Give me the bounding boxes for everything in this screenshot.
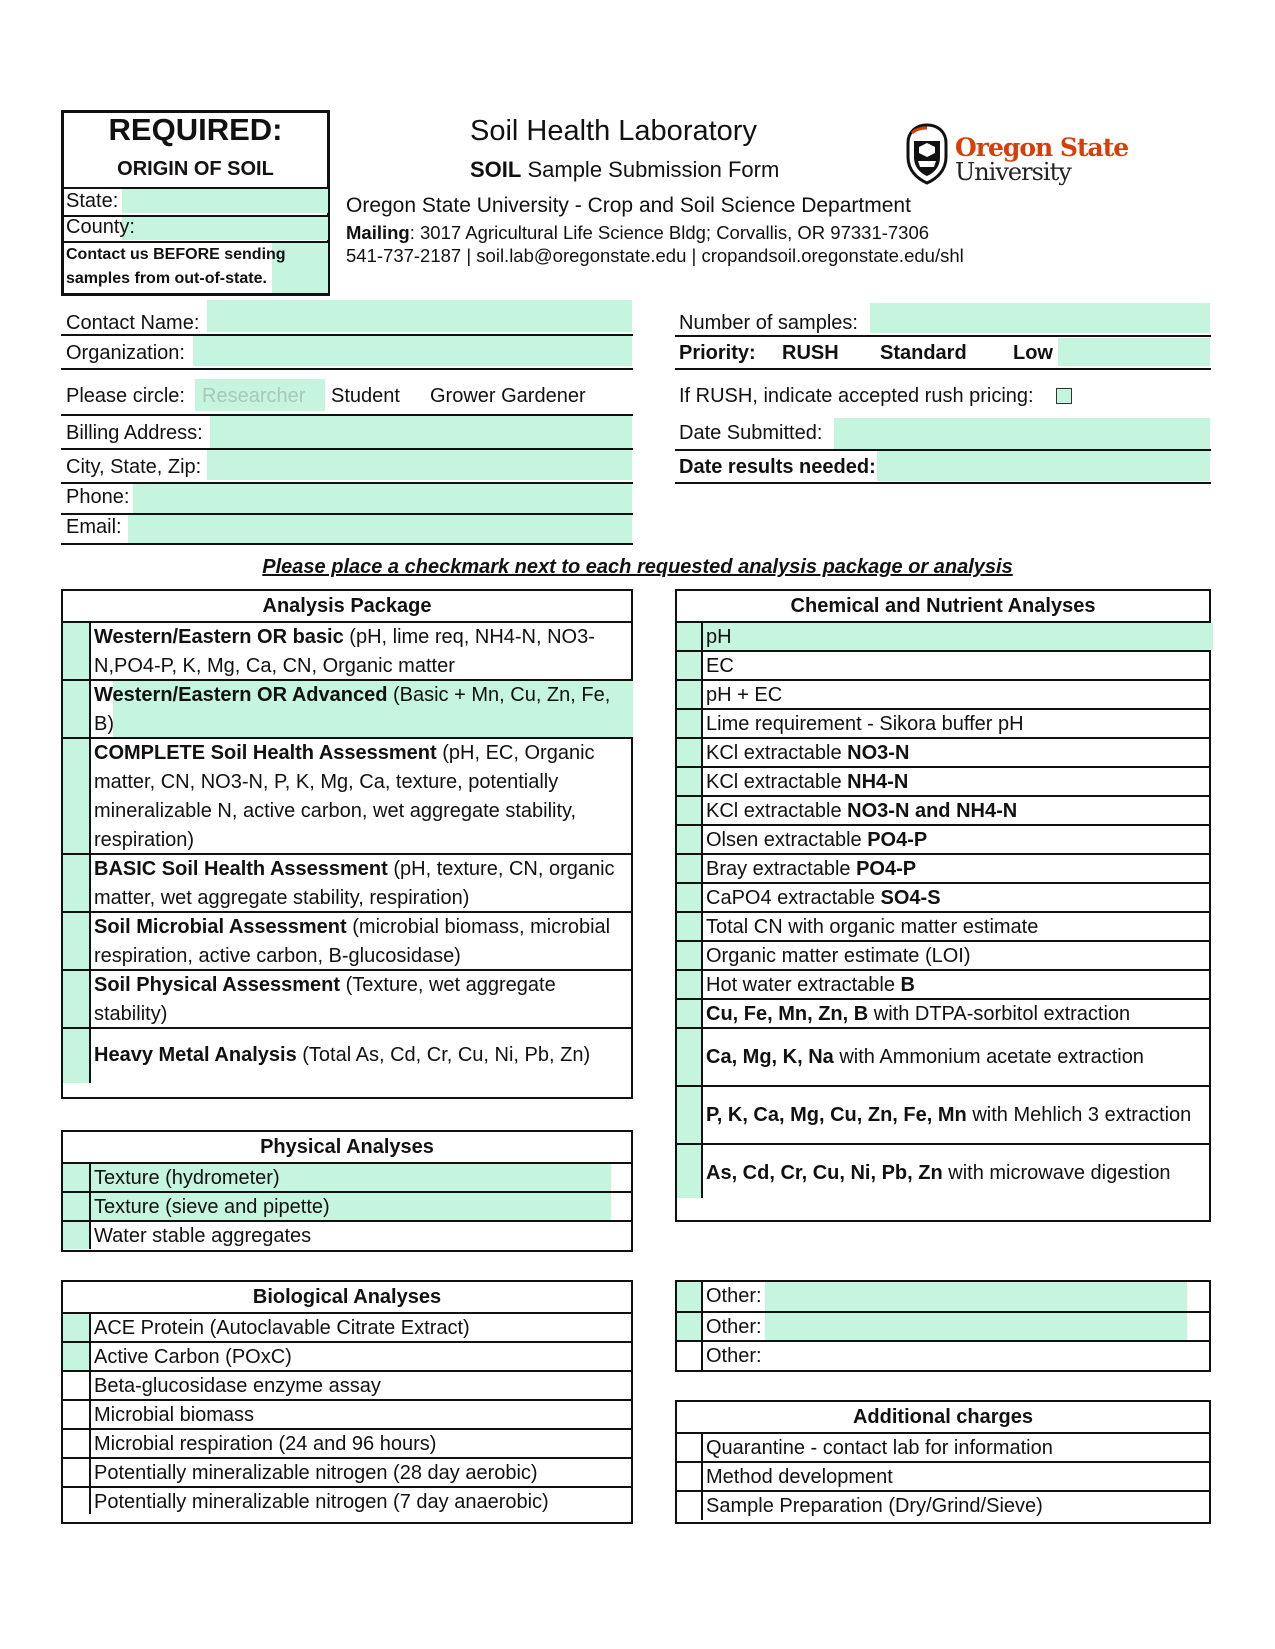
state-label: State:	[66, 190, 119, 212]
package-name: Soil Physical Assessment	[94, 974, 341, 996]
biological-checkbox[interactable]	[63, 1372, 91, 1399]
additional-charges-title: Additional charges	[852, 1406, 1034, 1428]
divider	[675, 335, 1211, 337]
grower-gardener-option[interactable]: Grower Gardener	[430, 385, 586, 407]
instruction-text: Please place a checkmark next to each requested analysis package or analysis	[262, 556, 1013, 578]
package-detail: (Texture, wet aggregate	[340, 974, 556, 996]
chemical-row	[677, 650, 1209, 679]
contact-info: 541-737-2187 | soil.lab@oregonstate.edu | cropandsoil.oregonstate.edu/shl	[346, 245, 964, 266]
package-detail: B)	[94, 713, 114, 735]
physical-checkbox[interactable]	[63, 1193, 91, 1220]
additional-row	[677, 1490, 1209, 1520]
package-row	[63, 1027, 631, 1083]
date-results-field[interactable]	[877, 451, 1210, 481]
required-title: REQUIRED:	[108, 112, 283, 147]
package-row	[63, 969, 631, 1027]
package-detail: (Total As, Cd, Cr, Cu, Ni, Pb, Zn)	[296, 1044, 591, 1066]
organization-field[interactable]	[193, 336, 632, 366]
biological-row	[63, 1428, 631, 1457]
chemical-label	[706, 971, 1205, 1000]
biological-analyses-table	[61, 1280, 633, 1524]
origin-of-soil-subtitle: ORIGIN OF SOIL	[117, 158, 274, 180]
chemical-text: KCl extractable	[706, 742, 848, 764]
package-name: Western/Eastern OR basic	[94, 626, 344, 648]
package-row	[63, 621, 631, 679]
chemical-label	[706, 1159, 1205, 1188]
chemical-checkbox[interactable]	[677, 739, 703, 766]
additional-text: Method development	[706, 1466, 893, 1488]
chemical-analyte: NH4-N	[847, 771, 909, 793]
county-field[interactable]	[122, 217, 328, 240]
email-field[interactable]	[128, 515, 632, 543]
chemical-text: EC	[706, 655, 734, 677]
chemical-label	[706, 855, 1205, 884]
package-detail: N,PO4-P, K, Mg, Ca, CN, Organic matter	[94, 655, 455, 677]
state-field[interactable]	[122, 189, 328, 213]
additional-charges-table	[675, 1400, 1211, 1524]
biological-row	[63, 1457, 631, 1486]
other-label	[706, 1342, 1205, 1371]
additional-checkbox[interactable]	[677, 1463, 703, 1490]
package-description	[94, 739, 627, 855]
physical-label	[94, 1193, 627, 1222]
chemical-text: Hot water extractable	[706, 974, 901, 996]
other-checkbox[interactable]	[677, 1282, 703, 1311]
package-checkbox[interactable]	[63, 739, 91, 853]
date-submitted-label: Date Submitted:	[679, 422, 823, 444]
divider	[61, 543, 633, 545]
divider	[675, 368, 1211, 370]
chemical-row	[677, 998, 1209, 1027]
package-line	[94, 681, 627, 710]
biological-label	[94, 1401, 627, 1430]
other-label	[706, 1313, 1205, 1342]
package-detail: stability)	[94, 1003, 168, 1025]
package-detail: respiration)	[94, 829, 195, 851]
additional-label	[706, 1434, 1205, 1463]
chemical-nutrient-table	[675, 589, 1211, 1222]
chemical-label	[706, 884, 1205, 913]
biological-text: Potentially mineralizable nitrogen (7 day anaerobic)	[94, 1491, 549, 1513]
city-state-zip-field[interactable]	[207, 450, 632, 480]
analysis-package-title: Analysis Package	[262, 595, 432, 617]
additional-label	[706, 1492, 1205, 1521]
other-text: Other:	[706, 1316, 762, 1338]
other-checkbox[interactable]	[677, 1342, 703, 1370]
chemical-row	[677, 824, 1209, 853]
package-name: Western/Eastern OR Advanced	[94, 684, 388, 706]
package-description	[94, 623, 627, 681]
billing-address-field[interactable]	[210, 416, 632, 448]
chemical-checkbox[interactable]	[677, 942, 703, 969]
chemical-checkbox[interactable]	[677, 855, 703, 882]
chemical-row	[677, 940, 1209, 969]
chemical-row	[677, 1085, 1209, 1143]
mailing-address: Mailing: 3017 Agricultural Life Science Bldg; Corvallis, OR 97331-7306	[346, 222, 930, 243]
chemical-checkbox[interactable]	[677, 681, 703, 708]
package-name: Heavy Metal Analysis	[94, 1044, 297, 1066]
chemical-text: Olsen extractable	[706, 829, 868, 851]
chemical-label	[706, 710, 1205, 739]
biological-row	[63, 1399, 631, 1428]
county-label: County:	[66, 216, 135, 238]
biological-text: ACE Protein (Autoclavable Citrate Extract)	[94, 1317, 470, 1339]
chemical-label	[706, 1043, 1205, 1072]
package-line	[94, 1041, 627, 1070]
chemical-checkbox[interactable]	[677, 797, 703, 824]
chemical-analyte: Ca, Mg, K, Na	[706, 1046, 834, 1068]
logo-text: Oregon State	[955, 133, 1129, 162]
form-title: SOIL Sample Submission Form	[470, 157, 780, 182]
chemical-method: with microwave digestion	[942, 1162, 1171, 1184]
date-submitted-field[interactable]	[834, 418, 1210, 449]
biological-checkbox[interactable]	[63, 1343, 91, 1370]
package-row	[63, 737, 631, 853]
chemical-label	[706, 913, 1205, 942]
billing-address-label: Billing Address:	[66, 422, 203, 444]
package-detail: respiration, active carbon, B-glucosidase)	[94, 945, 461, 967]
chemical-analyte: P, K, Ca, Mg, Cu, Zn, Fe, Mn	[706, 1104, 967, 1126]
chemical-text: Organic matter estimate (LOI)	[706, 945, 971, 967]
other-text: Other:	[706, 1345, 762, 1367]
biological-checkbox[interactable]	[63, 1430, 91, 1457]
physical-label	[94, 1222, 627, 1251]
chemical-checkbox[interactable]	[677, 913, 703, 940]
package-name: Soil Microbial Assessment	[94, 916, 347, 938]
biological-checkbox[interactable]	[63, 1459, 91, 1486]
physical-label	[94, 1164, 627, 1193]
package-line	[94, 739, 627, 768]
chemical-row	[677, 708, 1209, 737]
package-name: COMPLETE Soil Health Assessment	[94, 742, 437, 764]
organization-label: Organization:	[66, 342, 185, 364]
other-row	[677, 1282, 1209, 1311]
package-line	[94, 913, 627, 942]
priority-field[interactable]	[1058, 338, 1210, 366]
chemical-analyte: NO3-N	[847, 742, 910, 764]
contact-name-label: Contact Name:	[66, 312, 200, 334]
physical-row	[63, 1191, 631, 1220]
chemical-label	[706, 681, 1205, 710]
chemical-checkbox[interactable]	[677, 652, 703, 679]
chemical-label	[706, 739, 1205, 768]
biological-checkbox[interactable]	[63, 1314, 91, 1341]
chemical-row	[677, 969, 1209, 998]
package-checkbox[interactable]	[63, 855, 91, 911]
biological-text: Active Carbon (POxC)	[94, 1346, 292, 1368]
package-checkbox[interactable]	[63, 971, 91, 1027]
date-results-label: Date results needed:	[679, 456, 876, 478]
additional-checkbox[interactable]	[677, 1434, 703, 1461]
package-line	[94, 855, 627, 884]
rush-pricing-checkbox[interactable]	[1056, 388, 1072, 404]
chemical-analyte: PO4-P	[867, 829, 928, 851]
chemical-analyte: NO3-N and NH4-N	[847, 800, 1018, 822]
chemical-row	[677, 679, 1209, 708]
priority-standard-option[interactable]: Standard	[880, 342, 967, 364]
chemical-nutrient-title: Chemical and Nutrient Analyses	[790, 595, 1096, 617]
priority-label: Priority:	[679, 342, 756, 364]
out-of-state-note: samples from out-of-state.	[66, 270, 267, 287]
physical-text: Texture (sieve and pipette)	[94, 1196, 330, 1218]
chemical-analyte: B	[900, 974, 915, 996]
other-checkbox[interactable]	[677, 1313, 703, 1340]
priority-rush-option[interactable]: RUSH	[782, 342, 839, 364]
physical-text: Water stable aggregates	[94, 1225, 312, 1247]
package-line	[94, 623, 627, 652]
student-option[interactable]: Student	[331, 385, 400, 407]
package-checkbox[interactable]	[63, 913, 91, 969]
number-of-samples-field[interactable]	[870, 303, 1210, 333]
analysis-package-table	[61, 589, 633, 1099]
chemical-checkbox[interactable]	[677, 826, 703, 853]
divider	[675, 482, 1211, 484]
chemical-analyte: As, Cd, Cr, Cu, Ni, Pb, Zn	[706, 1162, 943, 1184]
chemical-method: with Mehlich 3 extraction	[966, 1104, 1192, 1126]
divider	[61, 368, 633, 370]
physical-analyses-table	[61, 1130, 633, 1252]
chemical-row	[677, 766, 1209, 795]
chemical-label	[706, 942, 1205, 971]
biological-label	[94, 1372, 627, 1401]
biological-label	[94, 1430, 627, 1459]
other-row	[677, 1311, 1209, 1340]
package-checkbox[interactable]	[63, 681, 91, 737]
package-description	[94, 971, 627, 1029]
package-checkbox[interactable]	[63, 1029, 91, 1083]
biological-label	[94, 1459, 627, 1488]
biological-checkbox[interactable]	[63, 1401, 91, 1428]
contact-name-field[interactable]	[207, 300, 632, 332]
chemical-row	[677, 795, 1209, 824]
package-description	[94, 681, 627, 739]
biological-label	[94, 1488, 627, 1517]
chemical-row	[677, 1143, 1209, 1198]
chemical-label	[706, 1000, 1205, 1029]
chemical-checkbox[interactable]	[677, 1000, 703, 1027]
department-line: Oregon State University - Crop and Soil Science Department	[346, 194, 911, 217]
phone-field[interactable]	[133, 484, 632, 514]
other-text: Other:	[706, 1285, 762, 1307]
biological-row	[63, 1341, 631, 1370]
chemical-analyte: SO4-S	[880, 887, 941, 909]
other-analyses-table	[675, 1280, 1211, 1372]
chemical-label	[706, 623, 1205, 652]
package-checkbox[interactable]	[63, 623, 91, 679]
biological-row	[63, 1486, 631, 1514]
additional-row	[677, 1461, 1209, 1490]
chemical-row	[677, 853, 1209, 882]
package-detail: (pH, texture, CN, organic	[387, 858, 615, 880]
chemical-checkbox[interactable]	[677, 1029, 703, 1085]
osu-seal-icon	[904, 123, 950, 185]
additional-text: Quarantine - contact lab for information	[706, 1437, 1053, 1459]
package-detail: (pH, EC, Organic	[436, 742, 595, 764]
chemical-method: with DTPA-sorbitol extraction	[868, 1003, 1131, 1025]
package-description	[94, 855, 627, 913]
additional-text: Sample Preparation (Dry/Grind/Sieve)	[706, 1495, 1043, 1517]
chemical-row	[677, 1027, 1209, 1085]
biological-label	[94, 1314, 627, 1343]
chemical-text: CaPO4 extractable	[706, 887, 881, 909]
chemical-label	[706, 768, 1205, 797]
researcher-option[interactable]: Researcher	[202, 385, 306, 407]
physical-text: Texture (hydrometer)	[94, 1167, 280, 1189]
additional-checkbox[interactable]	[677, 1492, 703, 1520]
chemical-checkbox[interactable]	[677, 710, 703, 737]
biological-text: Potentially mineralizable nitrogen (28 day aerobic)	[94, 1462, 538, 1484]
physical-checkbox[interactable]	[63, 1222, 91, 1249]
chemical-checkbox[interactable]	[677, 1087, 703, 1143]
city-state-zip-label: City, State, Zip:	[66, 456, 202, 478]
biological-analyses-title: Biological Analyses	[252, 1286, 442, 1308]
number-of-samples-label: Number of samples:	[679, 312, 858, 334]
chemical-text: pH	[706, 626, 732, 648]
chemical-analyte: PO4-P	[856, 858, 917, 880]
biological-text: Microbial respiration (24 and 96 hours)	[94, 1433, 437, 1455]
biological-checkbox[interactable]	[63, 1488, 91, 1514]
chemical-method: with Ammonium acetate extraction	[833, 1046, 1144, 1068]
please-circle-label: Please circle:	[66, 385, 185, 407]
chemical-text: Total CN with organic matter estimate	[706, 916, 1039, 938]
chemical-text: Bray extractable	[706, 858, 857, 880]
lab-title: Soil Health Laboratory	[470, 115, 757, 147]
chemical-label	[706, 1101, 1205, 1130]
physical-row	[63, 1220, 631, 1249]
package-description	[94, 1041, 627, 1070]
physical-row	[63, 1162, 631, 1191]
package-description	[94, 913, 627, 971]
package-detail: matter, CN, NO3-N, P, K, Mg, Ca, texture, potentially	[94, 771, 559, 793]
chemical-analyte: Cu, Fe, Mn, Zn, B	[706, 1003, 869, 1025]
physical-checkbox[interactable]	[63, 1164, 91, 1191]
phone-label: Phone:	[66, 486, 130, 508]
out-of-state-note: Contact us BEFORE sending	[66, 246, 286, 263]
package-row	[63, 853, 631, 911]
chemical-checkbox[interactable]	[677, 884, 703, 911]
chemical-text: KCl extractable	[706, 800, 848, 822]
physical-analyses-title: Physical Analyses	[260, 1136, 434, 1158]
chemical-label	[706, 652, 1205, 681]
chemical-checkbox[interactable]	[677, 623, 703, 650]
chemical-checkbox[interactable]	[677, 1145, 703, 1198]
biological-row	[63, 1370, 631, 1399]
chemical-checkbox[interactable]	[677, 768, 703, 795]
biological-row	[63, 1312, 631, 1341]
package-row	[63, 911, 631, 969]
chemical-text: KCl extractable	[706, 771, 848, 793]
package-line	[94, 971, 627, 1000]
chemical-label	[706, 826, 1205, 855]
email-label: Email:	[66, 516, 122, 538]
other-label	[706, 1282, 1205, 1311]
package-detail: mineralizable N, active carbon, wet aggregate stability,	[94, 800, 577, 822]
additional-row	[677, 1432, 1209, 1461]
chemical-row	[677, 882, 1209, 911]
chemical-text: pH + EC	[706, 684, 783, 706]
package-detail: matter, wet aggregate stability, respiration)	[94, 887, 470, 909]
rush-pricing-label: If RUSH, indicate accepted rush pricing:	[679, 385, 1034, 407]
logo-text: University	[955, 158, 1071, 186]
chemical-checkbox[interactable]	[677, 971, 703, 998]
biological-text: Beta-glucosidase enzyme assay	[94, 1375, 381, 1397]
package-detail: (pH, lime req, NH4-N, NO3-	[343, 626, 595, 648]
package-row	[63, 679, 631, 737]
other-row	[677, 1340, 1209, 1370]
chemical-label	[706, 797, 1205, 826]
chemical-row	[677, 911, 1209, 940]
package-detail: (microbial biomass, microbial	[346, 916, 611, 938]
biological-label	[94, 1343, 627, 1372]
biological-text: Microbial biomass	[94, 1404, 255, 1426]
chemical-row	[677, 621, 1209, 650]
package-name: BASIC Soil Health Assessment	[94, 858, 388, 880]
package-detail: (Basic + Mn, Cu, Zn, Fe,	[387, 684, 611, 706]
additional-label	[706, 1463, 1205, 1492]
priority-low-option[interactable]: Low	[1013, 342, 1053, 364]
chemical-text: Lime requirement - Sikora buffer pH	[706, 713, 1024, 735]
chemical-row	[677, 737, 1209, 766]
